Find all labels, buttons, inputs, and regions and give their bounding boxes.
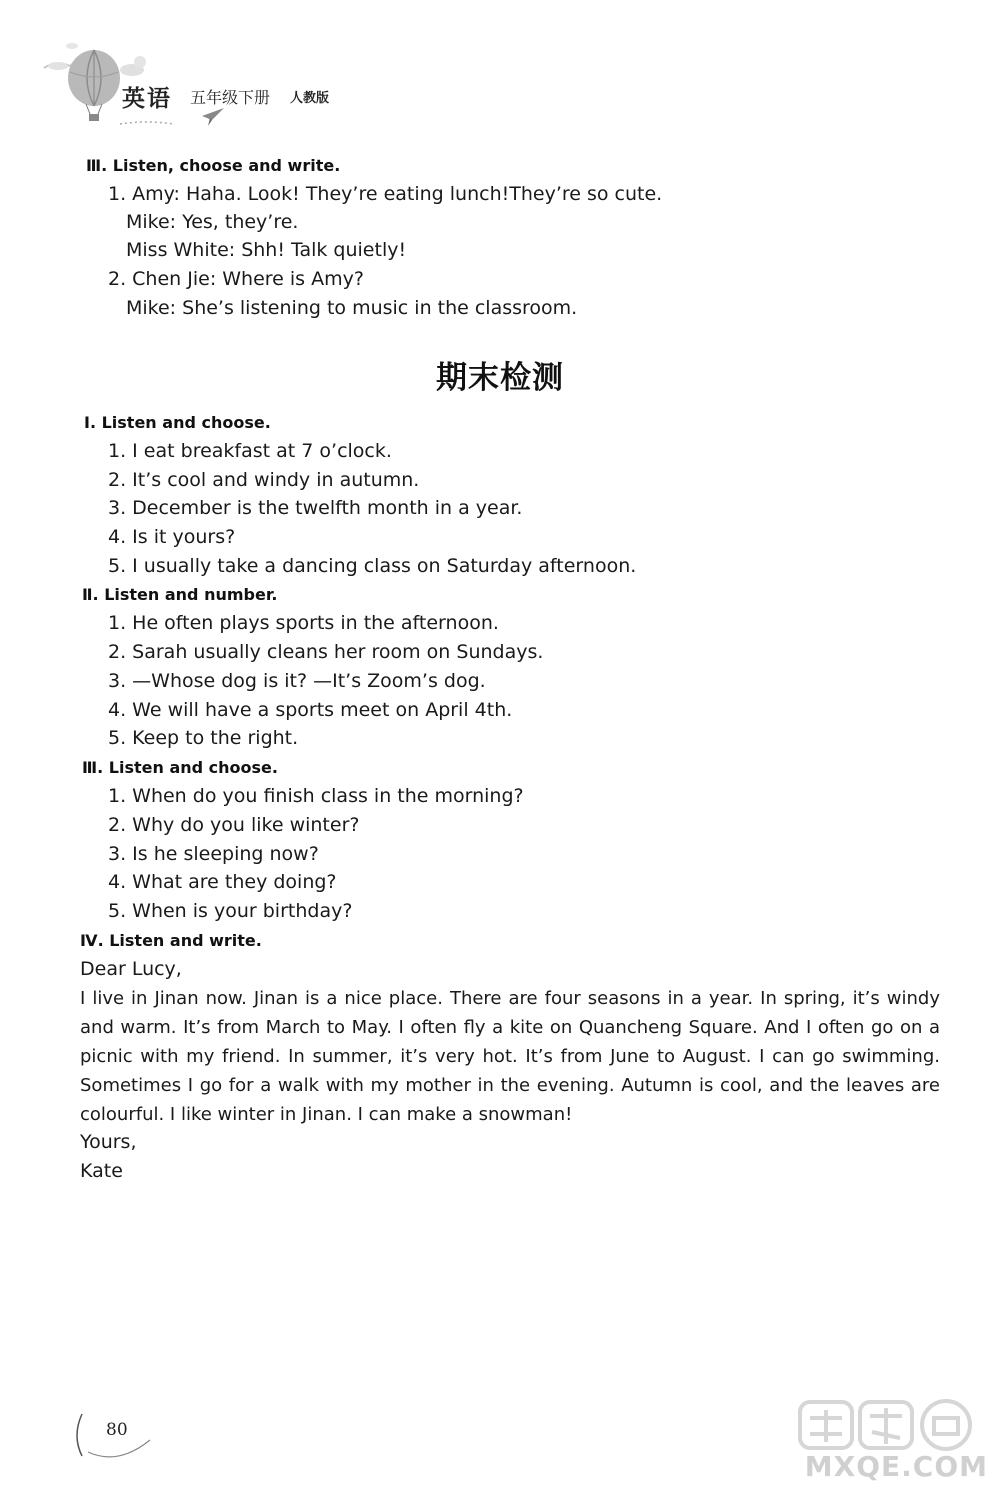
grade-label: 五年级下册 [190,88,271,107]
edition-label: 人教版 [290,91,330,106]
list-item: 5. I usually take a dancing class on Saturday afternoon. [108,555,637,577]
watermark-logo-icon [798,1398,978,1452]
list-item: 4. Is it yours? [108,526,236,548]
list-item: 1. He often plays sports in the afternoon. [108,612,499,634]
list-item: 1. When do you finish class in the morning? [108,785,524,807]
list-item: 3. —Whose dog is it? —It’s Zoom’s dog. [108,670,486,692]
letter-signature: Kate [80,1160,123,1182]
letter-body: I live in Jinan now. Jinan is a nice place. There are four seasons in a year. In spring, it’s windy and warm. It’s from March to May. I often fly a kite on Quancheng Square. And I often go on a picnic with my friend. In summer, it’s very hot. It’s from June to August. I can go swimming. Sometimes I go for a walk with my mother in the evening. Autumn is cool, and the leaves are colourful. I like winter in Jinan. I can make a snowman! [80,988,940,1125]
list-item: 2. Sarah usually cleans her room on Sundays. [108,641,544,663]
watermark-text: MXQE.COM [804,1450,988,1483]
subject-title: 英语 [122,85,172,112]
section-heading: Ⅲ. Listen, choose and write. [86,156,341,175]
list-item: 5. When is your birthday? [108,900,353,922]
letter-greeting: Dear Lucy, [80,958,182,980]
list-item: 1. Amy: Haha. Look! They’re eating lunch!They’re so cute. [108,183,663,205]
list-item: Mike: She’s listening to music in the classroom. [126,297,578,319]
list-item: 3. Is he sleeping now? [108,843,319,865]
list-item: 3. December is the twelfth month in a year. [108,497,523,519]
list-item: 2. It’s cool and windy in autumn. [108,469,420,491]
page-number: 80 [106,1420,128,1440]
list-item: 2. Why do you like winter? [108,814,360,836]
list-item: 2. Chen Jie: Where is Amy? [108,268,364,290]
section-heading: Ⅳ. Listen and write. [80,931,262,950]
section-heading: Ⅰ. Listen and choose. [84,413,271,432]
letter-closing: Yours, [80,1131,137,1153]
page-title: 期末检测 [436,360,564,396]
section-heading: Ⅲ. Listen and choose. [82,758,278,777]
list-item: 5. Keep to the right. [108,727,299,749]
section-heading: Ⅱ. Listen and number. [82,585,278,604]
list-item: 4. We will have a sports meet on April 4th. [108,699,513,721]
list-item: 1. I eat breakfast at 7 o’clock. [108,440,392,462]
list-item: 4. What are they doing? [108,871,337,893]
list-item: Mike: Yes, they’re. [126,211,299,233]
list-item: Miss White: Shh! Talk quietly! [126,239,407,261]
